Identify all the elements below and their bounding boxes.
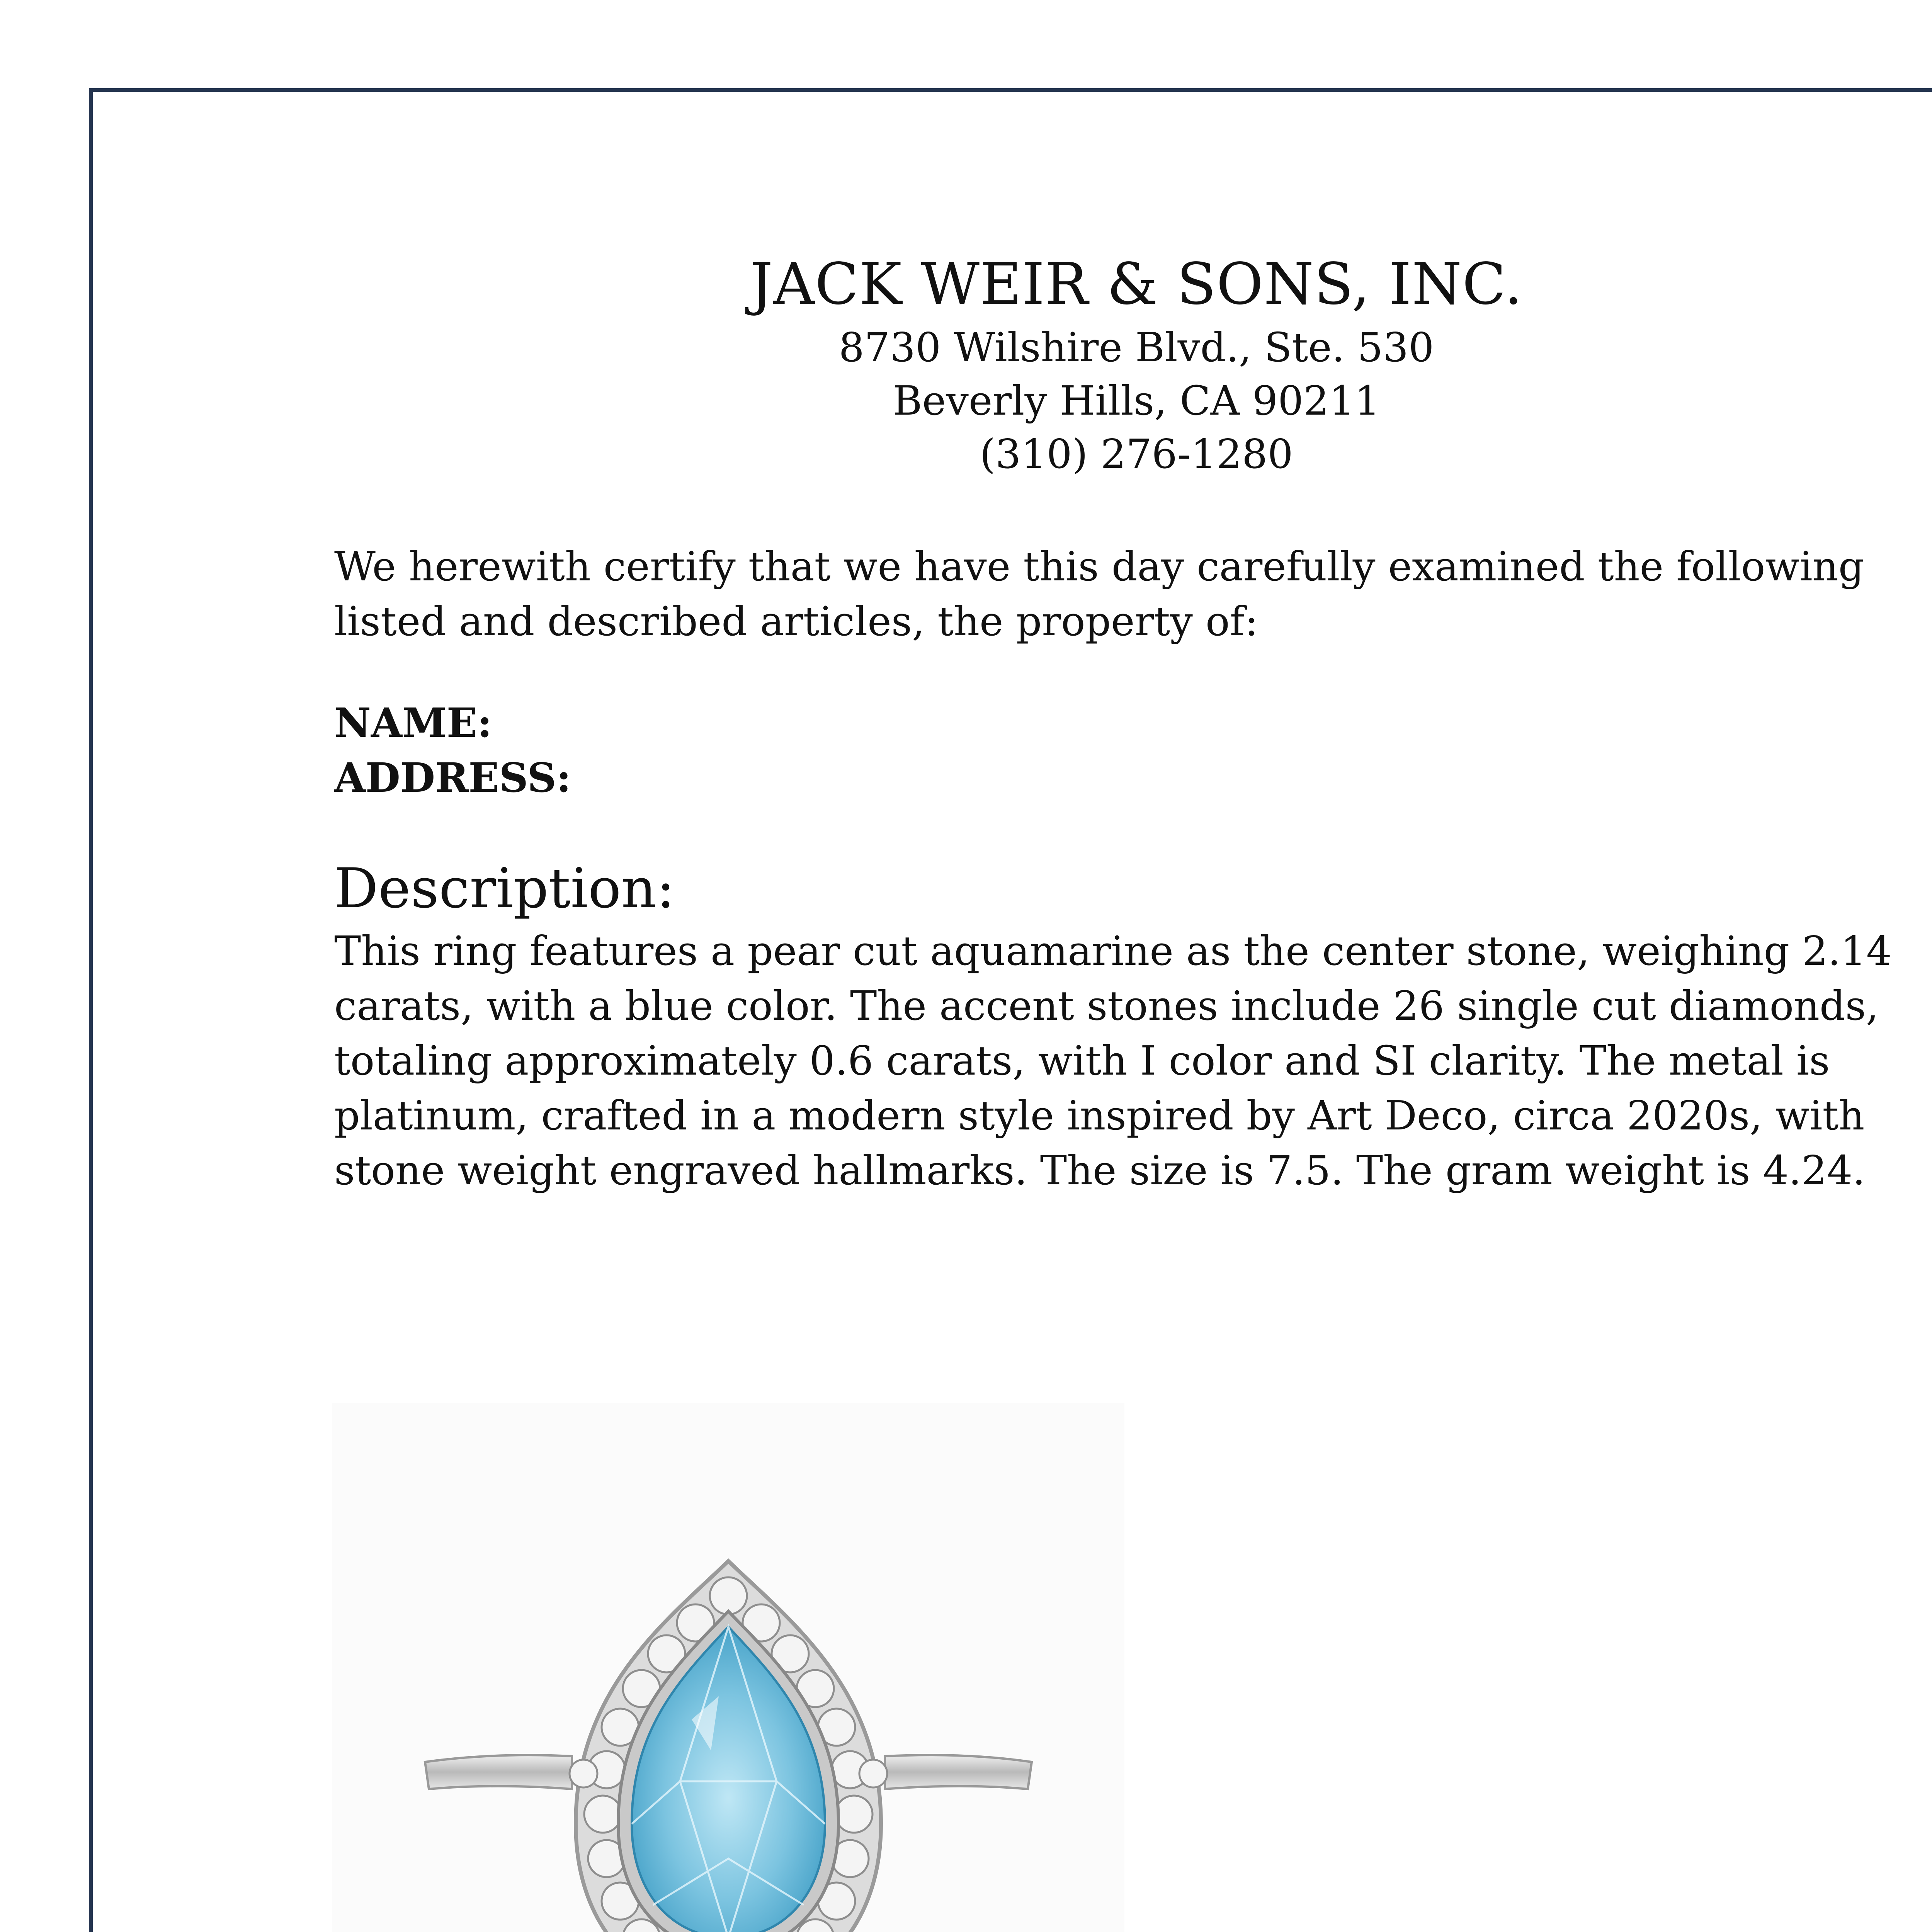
letterhead	[0, 247, 1932, 481]
company-address-line2: Beverly Hills, CA 90211	[893, 377, 1380, 424]
description-heading: Description:	[334, 857, 675, 920]
address-label: ADDRESS:	[334, 754, 571, 801]
pear-aquamarine-ring-image	[332, 1403, 1124, 1932]
certification-text: We herewith certify that we have this day carefully examined the following listed and described articles, the property of:	[334, 543, 1864, 645]
ring-photo	[332, 1403, 1124, 1932]
owner-fields	[334, 696, 1932, 805]
company-phone: (310) 276-1280	[980, 430, 1293, 478]
company-address-line1: 8730 Wilshire Blvd., Ste. 530	[838, 324, 1434, 371]
company-name: JACK WEIR & SONS, INC.	[750, 251, 1523, 317]
name-label: NAME:	[334, 699, 492, 747]
description-text: This ring features a pear cut aquamarine as the center stone, weighing 2.14 carats, with a blue color. The accent stones include 26 single cut diamonds, totaling approximately 0.6 carats, with I color and SI clarity. The metal is platinum, crafted in a modern style inspired by Art Deco, circa 2020s, with stone weight engraved hallmarks. The size is 7.5. The gram weight is 4.24.	[334, 927, 1892, 1194]
